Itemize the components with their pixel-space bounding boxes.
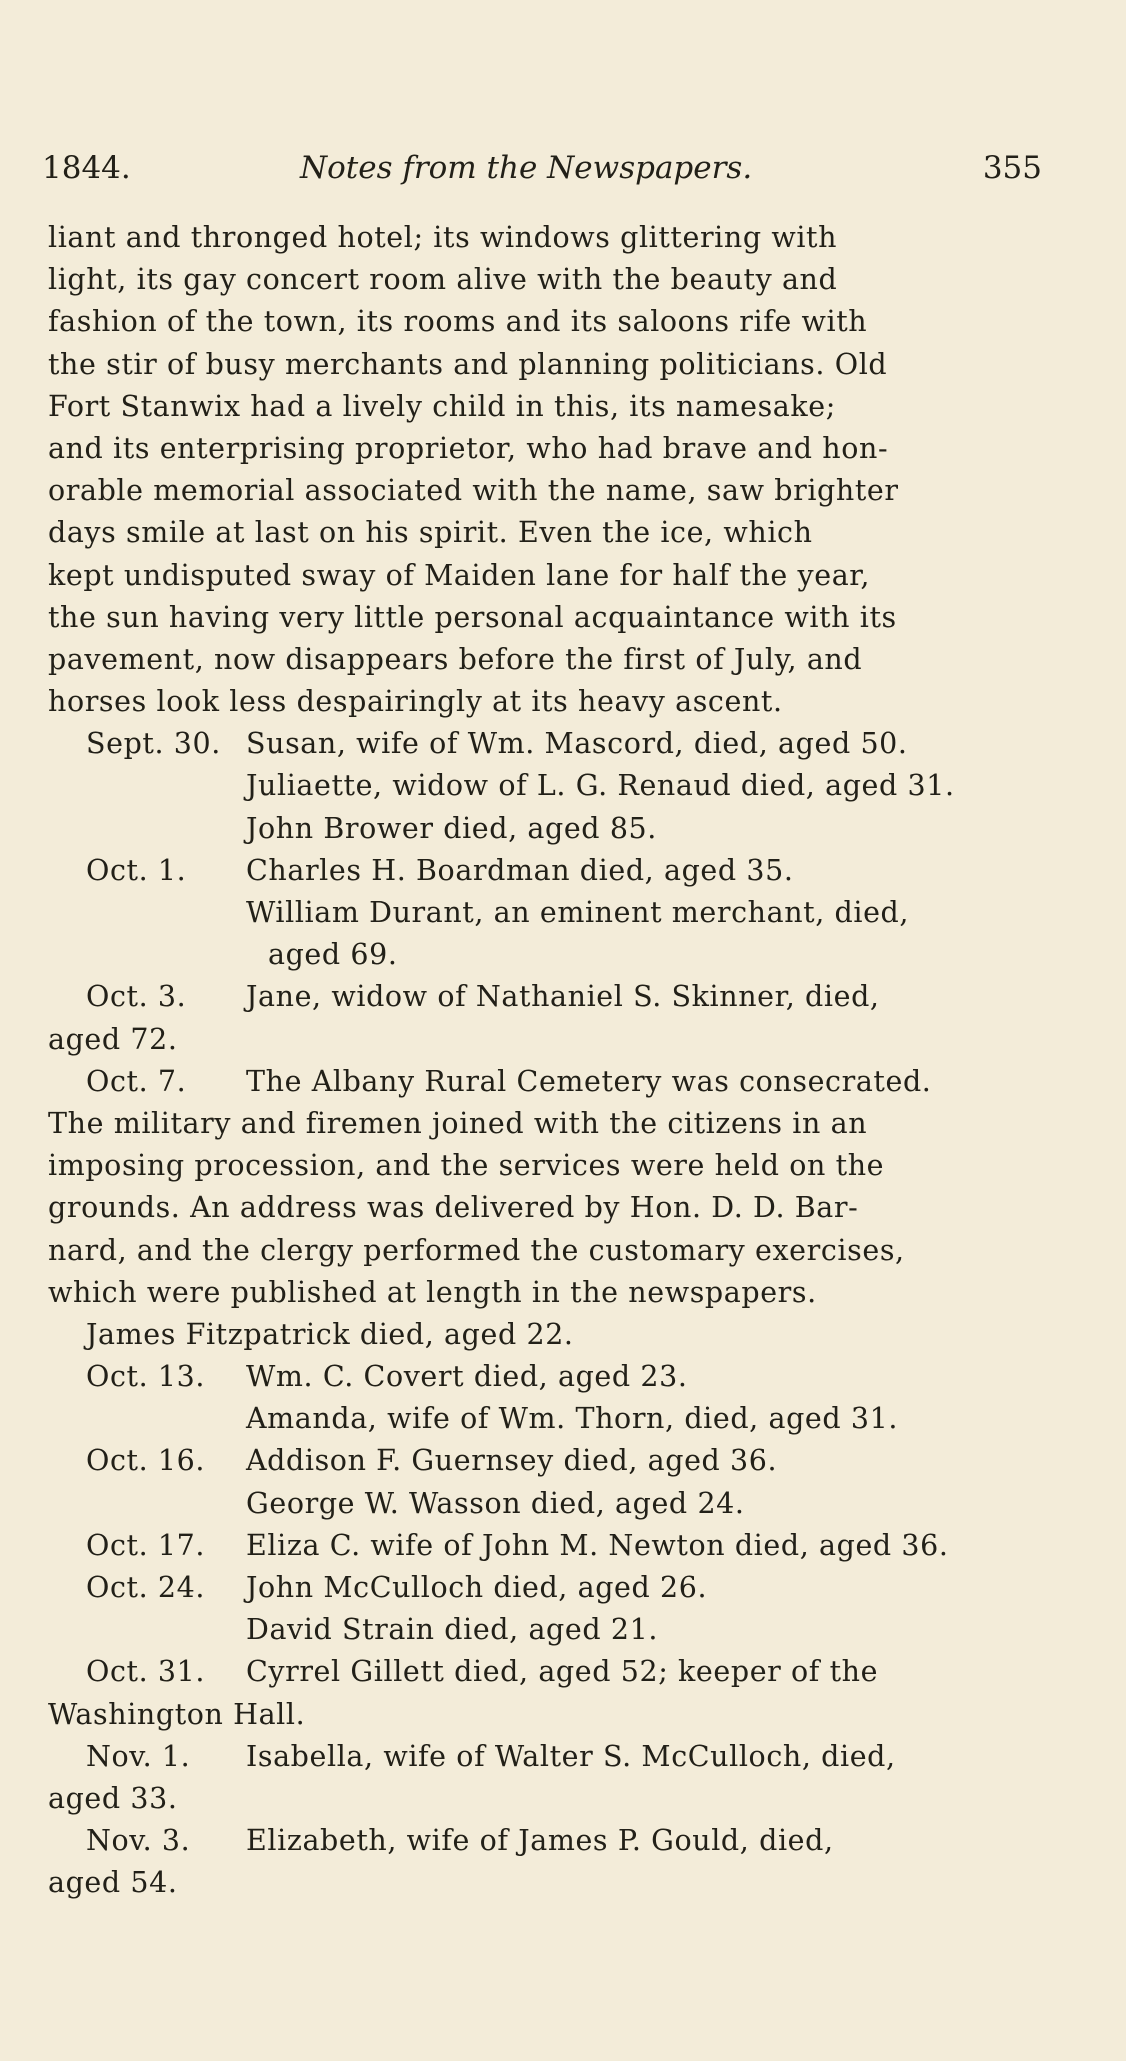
entry-line	[48, 1061, 1028, 1103]
entry-date: Oct. 3.	[86, 980, 187, 1014]
entry-date: Nov. 1.	[86, 1739, 191, 1773]
entry-line	[48, 1440, 1028, 1482]
entry-text: Charles H. Boardman died, aged 35.	[246, 853, 794, 887]
entry-line: aged 54.	[48, 1866, 178, 1900]
entry-text: John McCulloch died, aged 26.	[246, 1571, 708, 1604]
header-year: 1844.	[42, 150, 131, 186]
entry-date: Sept. 30.	[86, 727, 221, 761]
entry-line	[48, 723, 1028, 765]
text-line: days smile at last on his spirit. Even the ice, which	[48, 516, 813, 550]
text-line: and its enterprising proprietor, who had brave and hon-	[48, 431, 889, 465]
entry-line	[48, 1525, 1028, 1567]
text-line: fashion of the town, its rooms and its saloons rife with	[48, 305, 868, 339]
entry-date: Nov. 3.	[86, 1824, 191, 1858]
text-line: imposing procession, and the services were held on the	[48, 1149, 885, 1183]
entry-text: Isabella, wife of Walter S. McCulloch, died,	[246, 1739, 896, 1773]
text-line: horses look less despairingly at its heavy ascent.	[48, 685, 783, 719]
page-number: 355	[982, 150, 1042, 186]
entry-line: aged 33.	[48, 1781, 178, 1815]
entry-text: Elizabeth, wife of James P. Gould, died,	[246, 1824, 834, 1858]
entry-line: aged 72.	[48, 1022, 178, 1056]
entry-date: Oct. 17.	[86, 1528, 206, 1562]
entry-date: Oct. 1.	[86, 853, 187, 887]
text-line: Fort Stanwix had a lively child in this, its namesake;	[48, 389, 836, 423]
running-header	[42, 148, 1042, 188]
entry-date: Oct. 24.	[86, 1571, 206, 1604]
text-line: the sun having very little personal acquaintance with its	[48, 600, 897, 634]
text-line: liant and thronged hotel; its windows glittering with	[48, 221, 838, 254]
text-line: grounds. An address was delivered by Hon. D. D. Bar-	[48, 1191, 859, 1225]
entry-line	[48, 850, 1028, 892]
entry-line: John Brower died, aged 85.	[246, 811, 657, 845]
text-line: which were published at length in the newspapers.	[48, 1275, 817, 1309]
text-line: pavement, now disappears before the first of July, and	[48, 642, 863, 676]
entry-date: Oct. 31.	[86, 1655, 206, 1689]
page-body	[48, 217, 1028, 1905]
text-line: kept undisputed sway of Maiden lane for half the year,	[48, 558, 871, 592]
text-line: nard, and the clergy performed the customary exercises,	[48, 1233, 905, 1267]
entry-line	[48, 1567, 1028, 1609]
entry-text: The Albany Rural Cemetery was consecrated.	[246, 1064, 932, 1098]
header-title: Notes from the Newspapers.	[300, 150, 753, 186]
entry-line	[48, 1820, 1028, 1862]
entry-line: aged 69.	[268, 938, 398, 972]
entry-line: William Durant, an eminent merchant, died,	[246, 896, 910, 929]
entry-date: Oct. 16.	[86, 1444, 206, 1478]
entry-text: Cyrrel Gillett died, aged 52; keeper of the	[246, 1655, 879, 1689]
text-line: The military and firemen joined with the citizens in an	[48, 1106, 868, 1140]
entry-text: Eliza C. wife of John M. Newton died, aged 36.	[246, 1528, 949, 1562]
text-line: orable memorial associated with the name, saw brighter	[48, 474, 899, 508]
entry-line	[48, 1736, 1028, 1778]
entry-text: Jane, widow of Nathaniel S. Skinner, died,	[246, 980, 880, 1014]
entry-text: Susan, wife of Wm. Mascord, died, aged 50.	[246, 727, 908, 761]
entry-line: James Fitzpatrick died, aged 22.	[86, 1317, 574, 1351]
entry-date: Oct. 7.	[86, 1064, 187, 1098]
entry-line: Amanda, wife of Wm. Thorn, died, aged 31.	[246, 1402, 899, 1436]
entry-line	[48, 1651, 1028, 1693]
entry-text: Addison F. Guernsey died, aged 36.	[246, 1444, 778, 1478]
entry-line	[48, 1356, 1028, 1398]
entry-line	[48, 976, 1028, 1018]
text-line: the stir of busy merchants and planning politicians. Old	[48, 347, 888, 381]
entry-text: Wm. C. Covert died, aged 23.	[246, 1360, 688, 1394]
entry-line: Washington Hall.	[48, 1697, 306, 1731]
text-line: light, its gay concert room alive with the beauty and	[48, 263, 838, 297]
entry-line: George W. Wasson died, aged 24.	[246, 1486, 745, 1520]
entry-date: Oct. 13.	[86, 1360, 206, 1394]
entry-line: Juliaette, widow of L. G. Renaud died, aged 31.	[246, 769, 955, 803]
entry-line: David Strain died, aged 21.	[246, 1613, 658, 1647]
